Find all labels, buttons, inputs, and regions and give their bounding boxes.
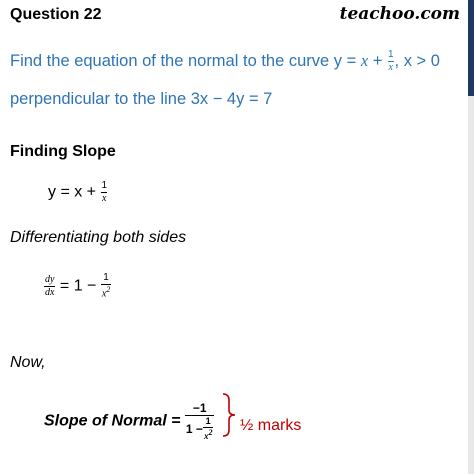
curly-brace-icon [220, 392, 238, 438]
slope-of-normal-label: Slope of Normal = [44, 412, 185, 430]
differentiating-text: Differentiating both sides [10, 229, 187, 246]
marks-label: ½ marks [240, 417, 302, 434]
question-line-1-start: Find the equation of the normal to the curve y = [10, 51, 361, 70]
equation-1-den: x [102, 193, 107, 204]
equation-1 [48, 181, 108, 204]
question-line-2: perpendicular to the line 3x − 4y = 7 [10, 90, 273, 108]
equation-2-num: 1 [103, 272, 109, 283]
now-text: Now, [10, 354, 46, 371]
teachoo-logo: teachoo.com [339, 4, 460, 24]
equation-1-num: 1 [101, 180, 108, 191]
equation-2-mid: = 1 − [55, 277, 101, 295]
equation-2-den [101, 284, 111, 299]
question-frac-den: x [388, 62, 393, 73]
equation-1-fraction [100, 181, 108, 204]
section-title: Finding Slope [10, 143, 116, 160]
question-frac-num: 1 [387, 49, 394, 60]
equation-2 [44, 273, 111, 299]
equation-2-den-x: x [101, 288, 107, 300]
slope-normal-inner-fraction [203, 417, 214, 441]
slope-normal-den-prefix: 1 − [185, 422, 203, 436]
derivative-dy: dy [45, 273, 55, 285]
slope-normal-inner-num: 1 [205, 416, 211, 426]
question-fraction [387, 50, 395, 73]
question-line-1 [10, 50, 440, 73]
scrollbar-thumb[interactable] [468, 0, 474, 96]
question-plus: + [368, 51, 387, 70]
slope-normal-inner-exp: 2 [208, 428, 213, 437]
slope-normal-num: −1 [192, 401, 207, 415]
slope-normal-inner-x: x [203, 431, 209, 441]
derivative-dx: dx [45, 286, 55, 298]
slope-normal-den [185, 415, 215, 441]
equation-2-fraction [101, 273, 111, 299]
slope-normal-fraction [185, 402, 215, 441]
question-label: Question 22 [10, 6, 102, 23]
slope-normal-inner-den [203, 427, 214, 441]
equation-1-lhs: y = x + [48, 183, 101, 201]
question-x: x [360, 50, 369, 70]
question-line-1-end: , x > 0 [394, 51, 440, 70]
derivative-fraction [44, 275, 55, 298]
equation-2-exp: 2 [106, 285, 111, 294]
slope-of-normal [44, 402, 214, 441]
